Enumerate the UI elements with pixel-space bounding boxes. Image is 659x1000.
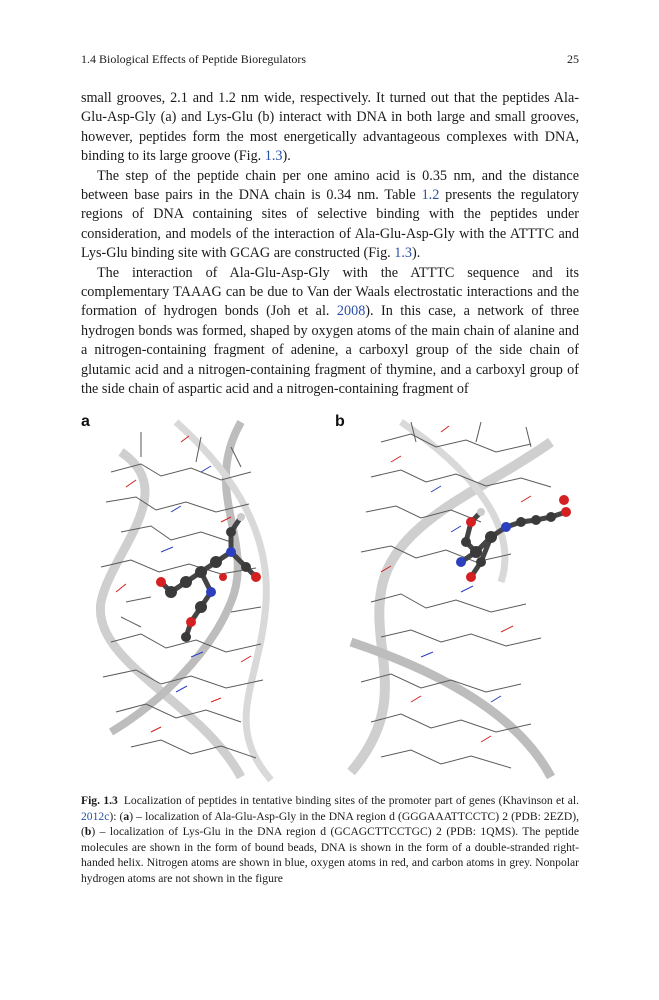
table-reference-link[interactable]: 1.2: [421, 187, 440, 204]
panel-b-label: b: [335, 413, 345, 430]
paragraph-text: ).: [282, 148, 291, 165]
dna-backbone-ribbon: [176, 422, 271, 780]
figure-1-3: [81, 402, 579, 782]
paragraph-1: [81, 89, 579, 167]
paragraph-2: [81, 167, 579, 264]
panel-a-label: a: [81, 413, 90, 430]
caption-text: ): (: [109, 809, 124, 823]
paragraph-text: ). In this case, a network of three hydrogen bonds was formed, shaped by oxygen atoms of the main chain of alanine and a nitrogen-containing fragment of adenine, a carboxyl group of the side chain of glutamic acid and a nitrogen-containing fragment of thymine, and a carboxyl group of the side chain of aspartic acid and a nitrogen-containing fragment of: [81, 303, 579, 398]
figure-reference-link[interactable]: 1.3: [264, 148, 283, 165]
paragraph-text: The step of the peptide chain per one amino acid is 0.35 nm, and the distance between base pairs in the DNA chain is 0.34 nm. Table: [81, 167, 579, 204]
figure-reference-link[interactable]: 1.3: [394, 245, 413, 262]
peptide-lys-glu: [456, 495, 571, 582]
dna-base-sticks: [361, 422, 551, 768]
peptide-ala-glu-asp-gly: [156, 513, 261, 642]
page-number: 25: [567, 52, 579, 66]
paragraph-text: presents the regulatory regions of DNA containing sites of selective binding with the peptides under consideration, and models of the interaction of Ala-Glu-Asp-Gly with the ATTTC and Lys-Glu binding site with GCAG are constructed (Fig.: [81, 187, 579, 262]
panel-a-dna-model: [81, 413, 271, 780]
dna-peptide-models: [81, 402, 579, 782]
panel-b-ref: b: [84, 825, 92, 839]
panel-a-ref: a: [123, 809, 130, 823]
caption-text: ) – localization of Lys-Glu in the DNA region d (GCAGCTTCCTGC) 2 (PDB: 1QMS). The peptide molecules are shown in the form of bound beads, DNA is shown in the form of a double-stranded right-handed helix. Nitrogen atoms are shown in blue, oxygen atoms in red, and carbon atoms in grey. Nonpolar hydrogen atoms are not shown in the figure: [81, 825, 579, 885]
paragraph-3: [81, 264, 579, 400]
figure-caption: [81, 793, 579, 887]
paragraph-text: small grooves, 2.1 and 1.2 nm wide, respectively. It turned out that the peptides Ala-Glu-Asp-Gly (a) and Lys-Glu (b) interact with DNA in both large and small grooves, however, peptides form the most energetically advantageous complexes with DNA, binding to its large groove (Fig.: [81, 90, 579, 165]
body-text: [81, 89, 579, 400]
caption-text: ) – localization of Ala-Glu-Asp-Gly in the DNA region d (GGGAAATTCCTC) 2 (PDB: 2EZD), (: [81, 809, 579, 839]
panel-b-dna-model: [335, 413, 571, 777]
caption-text: Localization of peptides in tentative binding sites of the promoter part of genes (Khavinson et al.: [123, 794, 580, 807]
paragraph-text: The interaction of Ala-Glu-Asp-Gly with the ATTTC sequence and its complementary TAAAG can be due to Van der Waals electrostatic interactions and the formation of hydrogen bonds (Joh et al.: [81, 264, 579, 320]
citation-link[interactable]: 2012c: [81, 809, 110, 823]
section-title: 1.4 Biological Effects of Peptide Bioregulators: [81, 52, 307, 66]
running-header: [81, 52, 579, 68]
paragraph-text: ).: [412, 245, 421, 262]
figure-label: Fig. 1.3: [81, 794, 118, 807]
citation-link[interactable]: 2008: [336, 303, 366, 320]
